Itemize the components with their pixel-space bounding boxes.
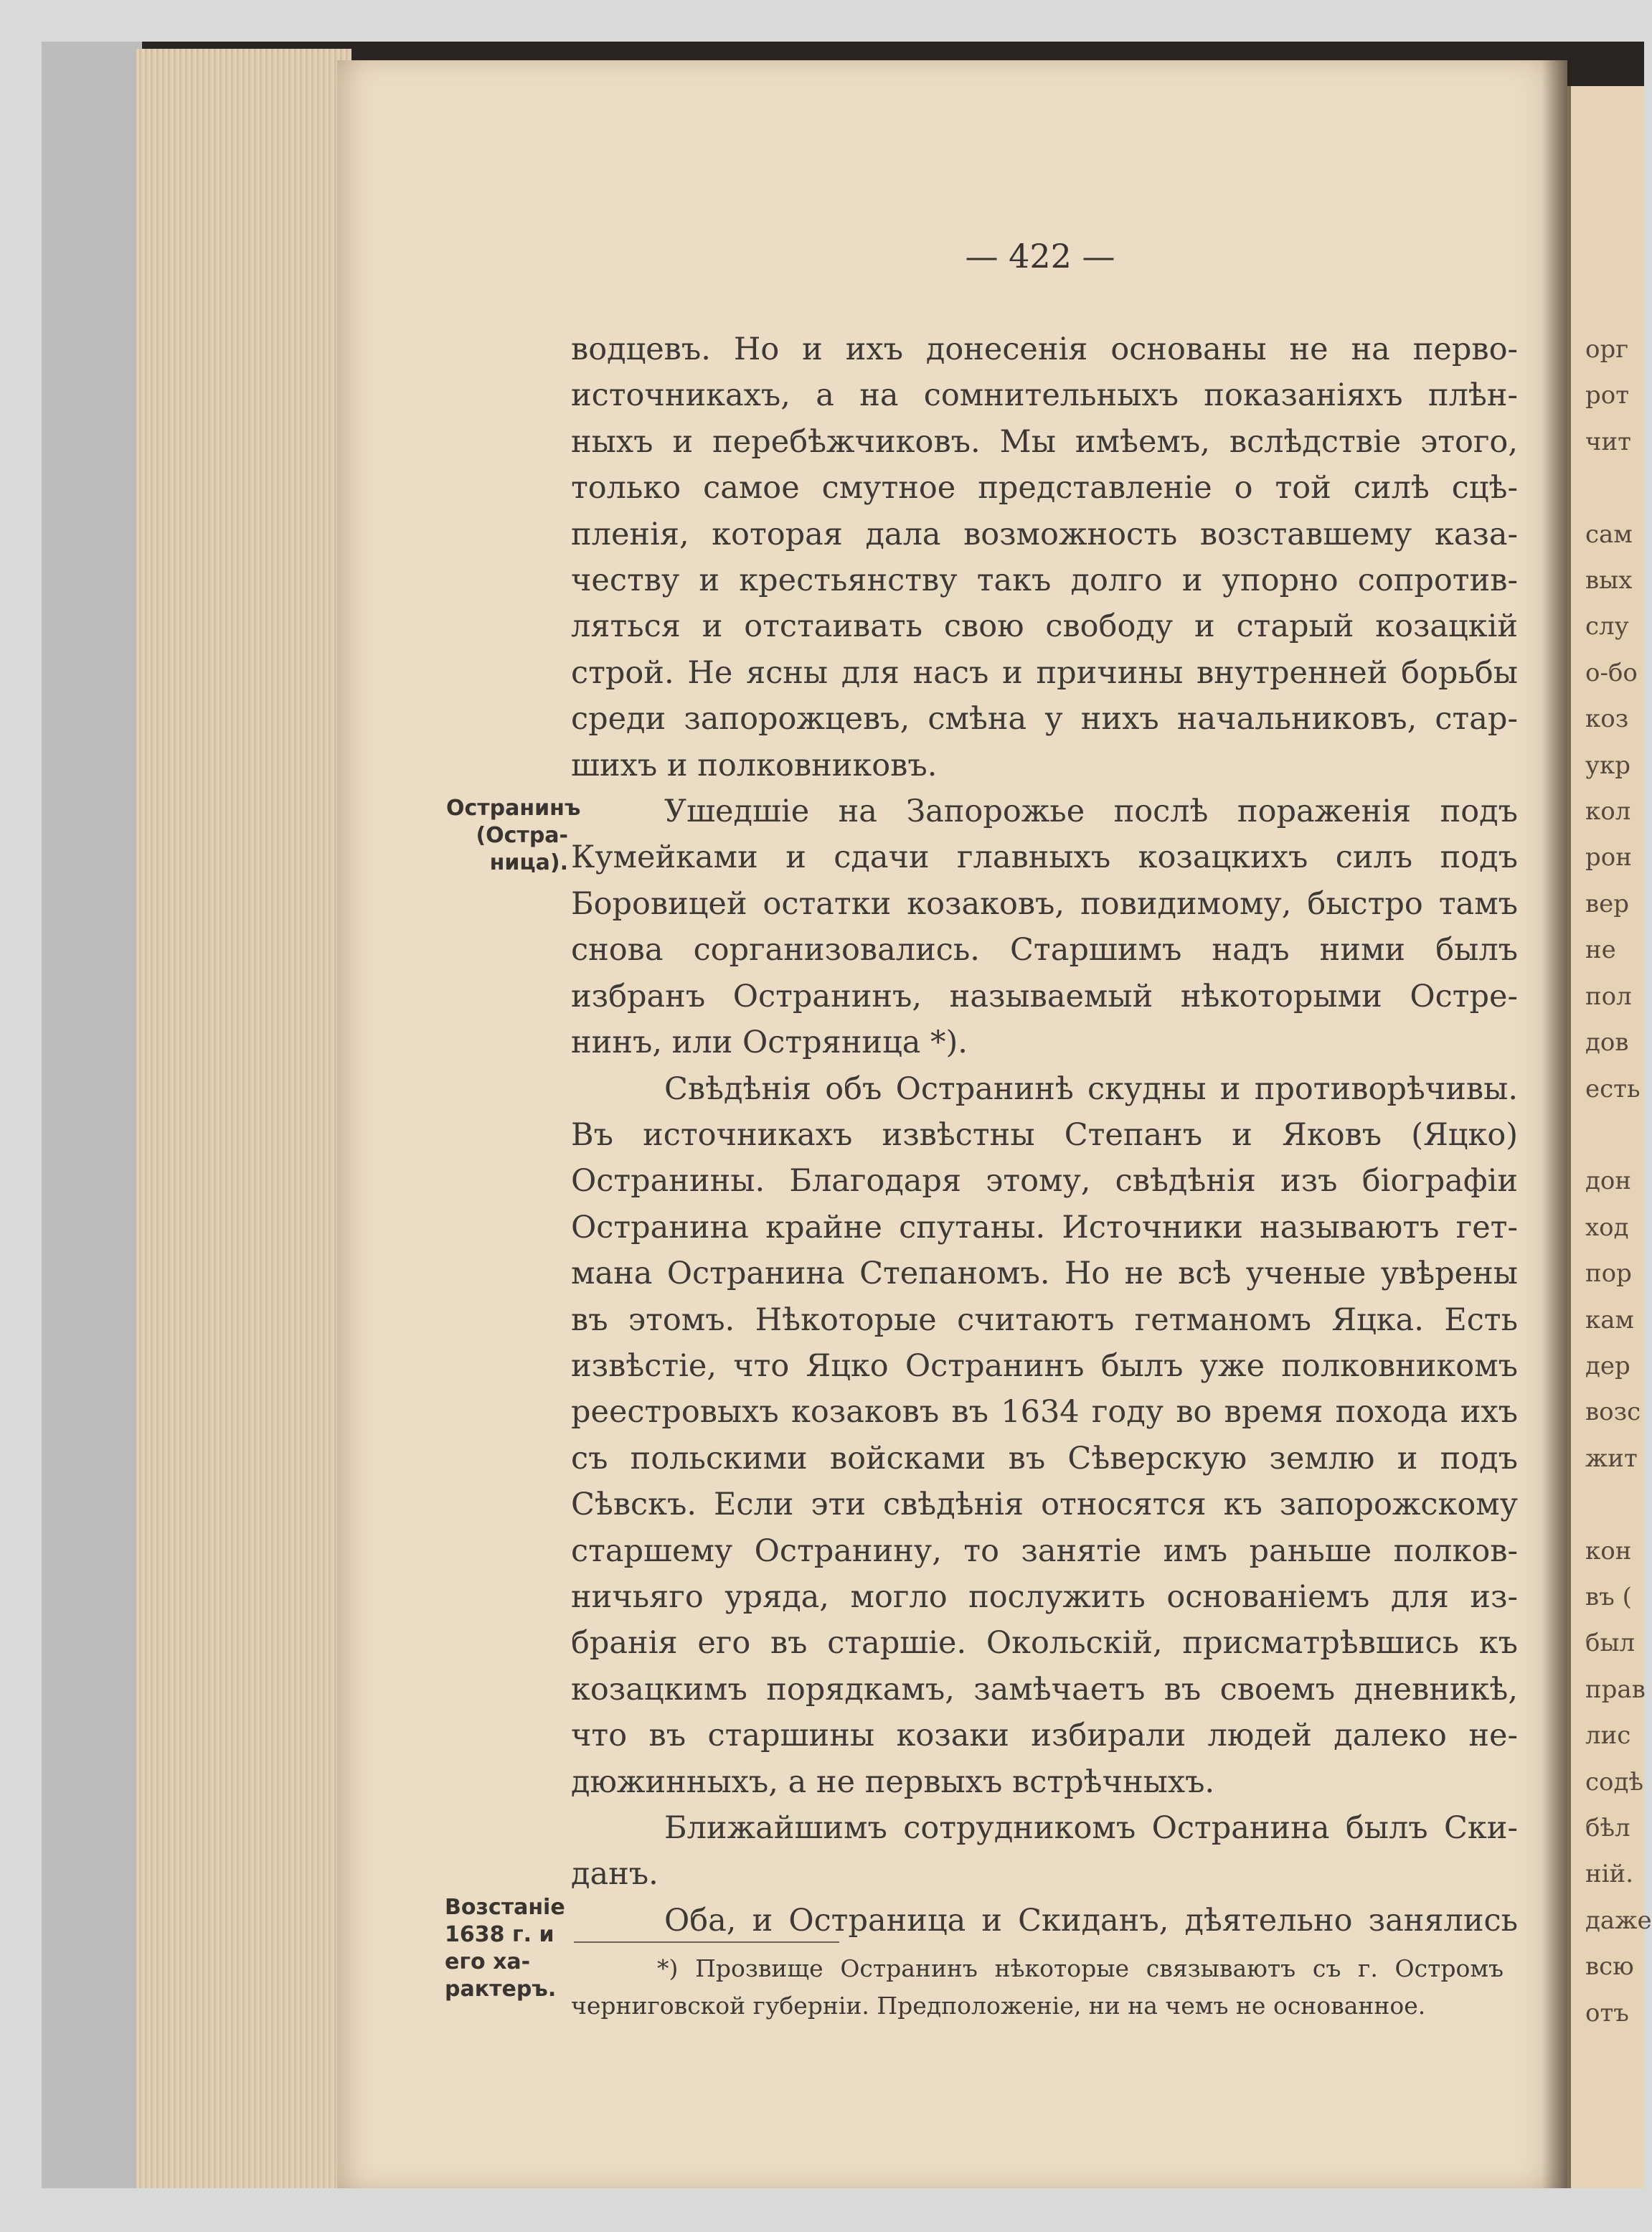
body-text [571,326,1518,1944]
next-page-fragment: вер [1585,889,1630,918]
text-line: Свѣдѣнія объ Остранинѣ скудны и противорѣчивы. [664,1070,1518,1107]
next-page-fragment: лис [1585,1721,1631,1751]
text-line: Остранина крайне спутаны. Источники называютъ гет- [571,1209,1518,1246]
scanner-margin [42,42,142,2188]
text-line: реестровыхъ козаковъ въ 1634 году во время похода ихъ [571,1394,1518,1431]
next-page-fragment: рон [1585,843,1632,872]
text-line: съ польскими войсками въ Сѣверскую землю и подъ [571,1440,1518,1477]
next-page-fragment [1585,465,1644,511]
text-line: данъ. [571,1856,659,1893]
next-page-fragment: возс [1585,1398,1641,1427]
margin-note-ostranin [446,795,581,877]
next-page-fragment: дов [1585,1028,1629,1058]
next-page-fragment: укр [1585,750,1631,780]
next-page-fragment: кам [1585,1305,1634,1334]
text-line: нинъ, или Остряница *). [571,1025,968,1061]
text-line: Остранины. Благодаря этому, свѣдѣнія изъ біографіи [571,1163,1518,1200]
next-page-fragment: чит [1585,427,1631,456]
text-line: источникахъ, а на сомнительныхъ показаніяхъ плѣн- [571,377,1518,414]
next-page-fragment: кон [1585,1536,1632,1565]
footnote-rule [574,1941,839,1943]
text-line: избранъ Остранинъ, называемый нѣкоторыми Остре- [571,978,1518,1014]
text-line: Сѣвскъ. Если эти свѣдѣнія относятся къ запорожскому [571,1487,1518,1523]
text-line: Боровицей остатки козаковъ, повидимому, быстро тамъ [571,885,1518,922]
next-page-fragment: вых [1585,566,1633,595]
next-page-fragment: пол [1585,981,1632,1011]
next-page-fragment: рот [1585,381,1630,410]
text-line: ляться и отстаивать свою свободу и старый козацкій [571,608,1518,645]
text-line: Въ источникахъ извѣстны Степанъ и Яковъ (Яцко) [571,1116,1518,1153]
text-line: въ этомъ. Нѣкоторые считаютъ гетманомъ Яцка. Есть [571,1301,1518,1338]
next-page-fragment: о-бо [1585,658,1638,687]
text-line: честву и крестьянству такъ долго и упорно сопротив- [571,562,1518,599]
text-line: пленія, которая дала возможность возставшему каза- [571,516,1518,552]
next-page-fragment: бѣл [1585,1814,1630,1842]
margin-note-line: 1638 г. и [445,1922,554,1947]
text-line: Ушедшіе на Запорожье послѣ пораженія подъ [664,794,1518,830]
next-page-fragment: кол [1585,797,1631,827]
text-line: бранія его въ старшіе. Окольскій, присматрѣвшись къ [571,1625,1518,1662]
text-line: только самое смутное представленіе о той силѣ сцѣ- [571,470,1518,507]
book-gutter-shadow [1542,60,1571,2188]
text-line: старшему Остранину, то занятіе имъ раньше полков- [571,1532,1518,1569]
next-page-fragment: содѣ [1585,1767,1643,1797]
margin-note-line: (Остра- [476,823,568,848]
next-page-fragment: даже [1585,1906,1652,1935]
next-page-fragment [1585,1482,1644,1527]
next-page-fragment: дер [1585,1351,1630,1380]
next-page-fragment: коз [1585,705,1629,734]
margin-note-line: рактеръ. [445,1977,557,2002]
text-line: среди запорожцевъ, смѣна у нихъ начальниковъ, стар- [571,701,1518,738]
margin-note-line: Остранинъ [446,796,581,821]
book-page-edges [136,49,351,2188]
next-page-fragment: слу [1585,612,1629,641]
text-line: Ближайшимъ сотрудникомъ Остранина былъ Ски- [664,1810,1518,1846]
next-page-fragment: орг [1585,335,1629,364]
text-line: снова сорганизовались. Старшимъ надъ ними былъ [571,932,1518,969]
next-page-fragment: есть [1585,1074,1641,1103]
next-page-fragment: не [1585,936,1616,965]
footnote [571,1950,1504,2025]
text-line: шихъ и полковниковъ. [571,747,938,783]
text-line: козацкимъ порядкамъ, замѣчаетъ въ своемъ дневникѣ, [571,1671,1518,1708]
text-line: строй. Не ясны для насъ и причины внутренней борьбы [571,654,1518,691]
next-page-fragment: жит [1585,1444,1638,1473]
next-page-fragment: дон [1585,1167,1632,1196]
next-page-fragment: пор [1585,1259,1632,1289]
next-page-fragment: всю [1585,1952,1634,1982]
footnote-line: *) Прозвище Остранинъ нѣкоторые связываютъ съ г. Остромъ [657,1954,1504,1982]
next-page-fragment [1585,1112,1644,1158]
footnote-line: черниговской губерніи. Предположеніе, ни на чемъ не основанное. [571,1992,1426,2020]
next-page-fragment: отъ [1585,1998,1629,2028]
next-page-fragment: ній. [1585,1860,1634,1889]
margin-note-line: Возстаніе [445,1895,565,1920]
text-line: водцевъ. Но и ихъ донесенія основаны не на перво- [571,331,1518,367]
next-page-fragment: сам [1585,519,1633,549]
text-line: Кумейками и сдачи главныхъ козацкихъ силъ подъ [571,839,1518,876]
text-line: мана Остранина Степаномъ. Но не всѣ ученые увѣрены [571,1256,1518,1292]
next-page-fragment: ход [1585,1212,1629,1242]
margin-note-line: его ха- [445,1949,531,1974]
next-page-fragment: был [1585,1629,1636,1658]
next-page-fragment: прав [1585,1675,1646,1704]
margin-note-line: ница). [489,850,568,875]
margin-note-uprising [445,1894,574,2003]
next-page-fragment: въ ( [1585,1582,1632,1611]
text-line: что въ старшины козаки избирали людей далеко не- [571,1718,1518,1754]
text-line: ныхъ и перебѣжчиковъ. Мы имѣемъ, вслѣдствіе этого, [571,423,1518,460]
text-line: Оба, и Остраница и Скиданъ, дѣятельно занялись [664,1902,1518,1939]
text-line: ничьяго уряда, могло послужить основаніемъ для из- [571,1578,1518,1615]
next-page-text-fragments [1585,326,1652,2036]
text-line: извѣстіе, что Яцко Остранинъ былъ уже полковникомъ [571,1347,1518,1384]
text-line: дюжинныхъ, а не первыхъ встрѣчныхъ. [571,1764,1215,1800]
page-number: — 422 — [965,237,1115,276]
